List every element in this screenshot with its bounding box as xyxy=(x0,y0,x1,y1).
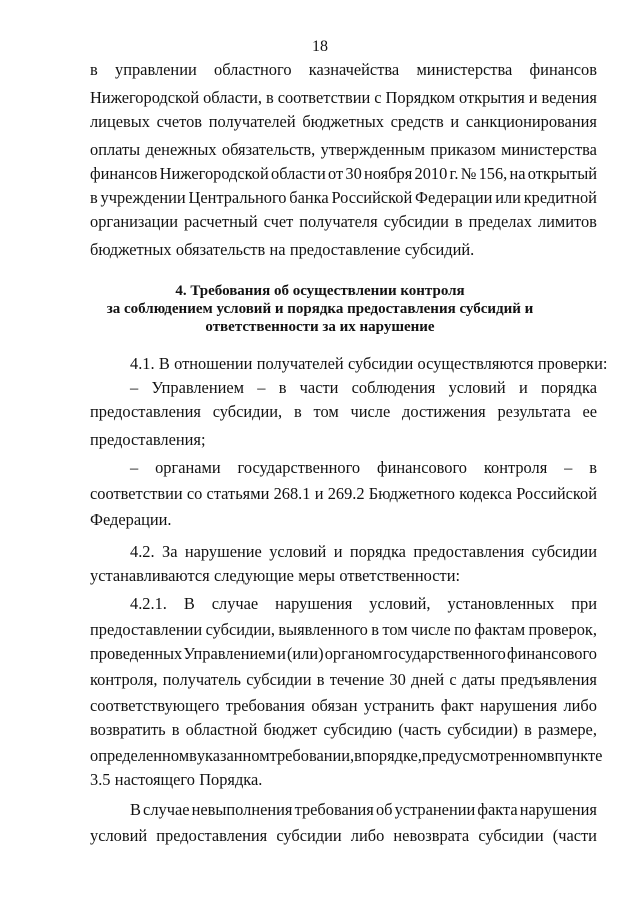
paragraph-line: 4.1. В отношении получателей субсидии осуществляются проверки: xyxy=(130,354,608,373)
paragraph-line: – Управлением – в части соблюдения условий и порядка xyxy=(130,378,597,397)
paragraph-line: бюджетных обязательств на предоставление субсидий. xyxy=(90,240,475,259)
paragraph-line: 4.2.1. В случае нарушения условий, установленных при xyxy=(130,594,597,613)
paragraph-line: предоставления субсидии, в том числе достижения результата ее xyxy=(90,402,597,421)
paragraph-line: условий предоставления субсидии либо невозврата субсидии (части xyxy=(90,826,597,845)
paragraph-line: возвратить в областной бюджет субсидию (часть субсидии) в размере, xyxy=(90,720,597,739)
paragraph-line: В случае невыполнения требования об устранении факта нарушения xyxy=(130,800,597,819)
paragraph-line: контроля, получатель субсидии в течение 30 дней с даты предъявления xyxy=(90,670,597,689)
paragraph-line: устанавливаются следующие меры ответственности: xyxy=(90,566,461,585)
paragraph-line: лицевых счетов получателей бюджетных средств и санкционирования xyxy=(90,112,597,131)
paragraph-line: организации расчетный счет получателя субсидии в пределах лимитов xyxy=(90,212,597,231)
paragraph-line: в управлении областного казначейства министерства финансов xyxy=(90,60,597,79)
paragraph-line: предоставлении субсидии, выявленного в том числе по фактам проверок, xyxy=(90,620,597,639)
paragraph-line: определенном в указанном требовании, в порядке, предусмотренном в пункте xyxy=(90,746,603,765)
paragraph-line: 3.5 настоящего Порядка. xyxy=(90,770,263,789)
paragraph-line: Нижегородской области, в соответствии с Порядком открытия и ведения xyxy=(90,88,597,107)
section-heading-line: ответственности за их нарушение xyxy=(205,319,435,335)
paragraph-line: 4.2. За нарушение условий и порядка предоставления субсидии xyxy=(130,542,597,561)
page-number: 18 xyxy=(312,38,328,55)
paragraph-line: – органами государственного финансового контроля – в xyxy=(130,458,597,477)
paragraph-line: соответствии со статьями 268.1 и 269.2 Бюджетного кодекса Российской xyxy=(90,484,597,503)
paragraph-line: предоставления; xyxy=(90,430,206,449)
paragraph-line: финансов Нижегородской области от 30 ноября 2010 г. № 156, на открытый xyxy=(90,164,597,183)
paragraph-line: проведенных Управлением и (или) органом государственного финансового xyxy=(90,644,597,663)
paragraph-line: Федерации. xyxy=(90,510,172,529)
paragraph-line: в учреждении Центрального банка Российской Федерации или кредитной xyxy=(90,188,597,207)
section-heading-line: за соблюдением условий и порядка предоставления субсидий и xyxy=(106,301,534,317)
paragraph-line: соответствующего требования обязан устранить факт нарушения либо xyxy=(90,696,597,715)
paragraph-line: оплаты денежных обязательств, утвержденным приказом министерства xyxy=(90,140,597,159)
section-heading-line: 4. Требования об осуществлении контроля xyxy=(175,283,465,299)
